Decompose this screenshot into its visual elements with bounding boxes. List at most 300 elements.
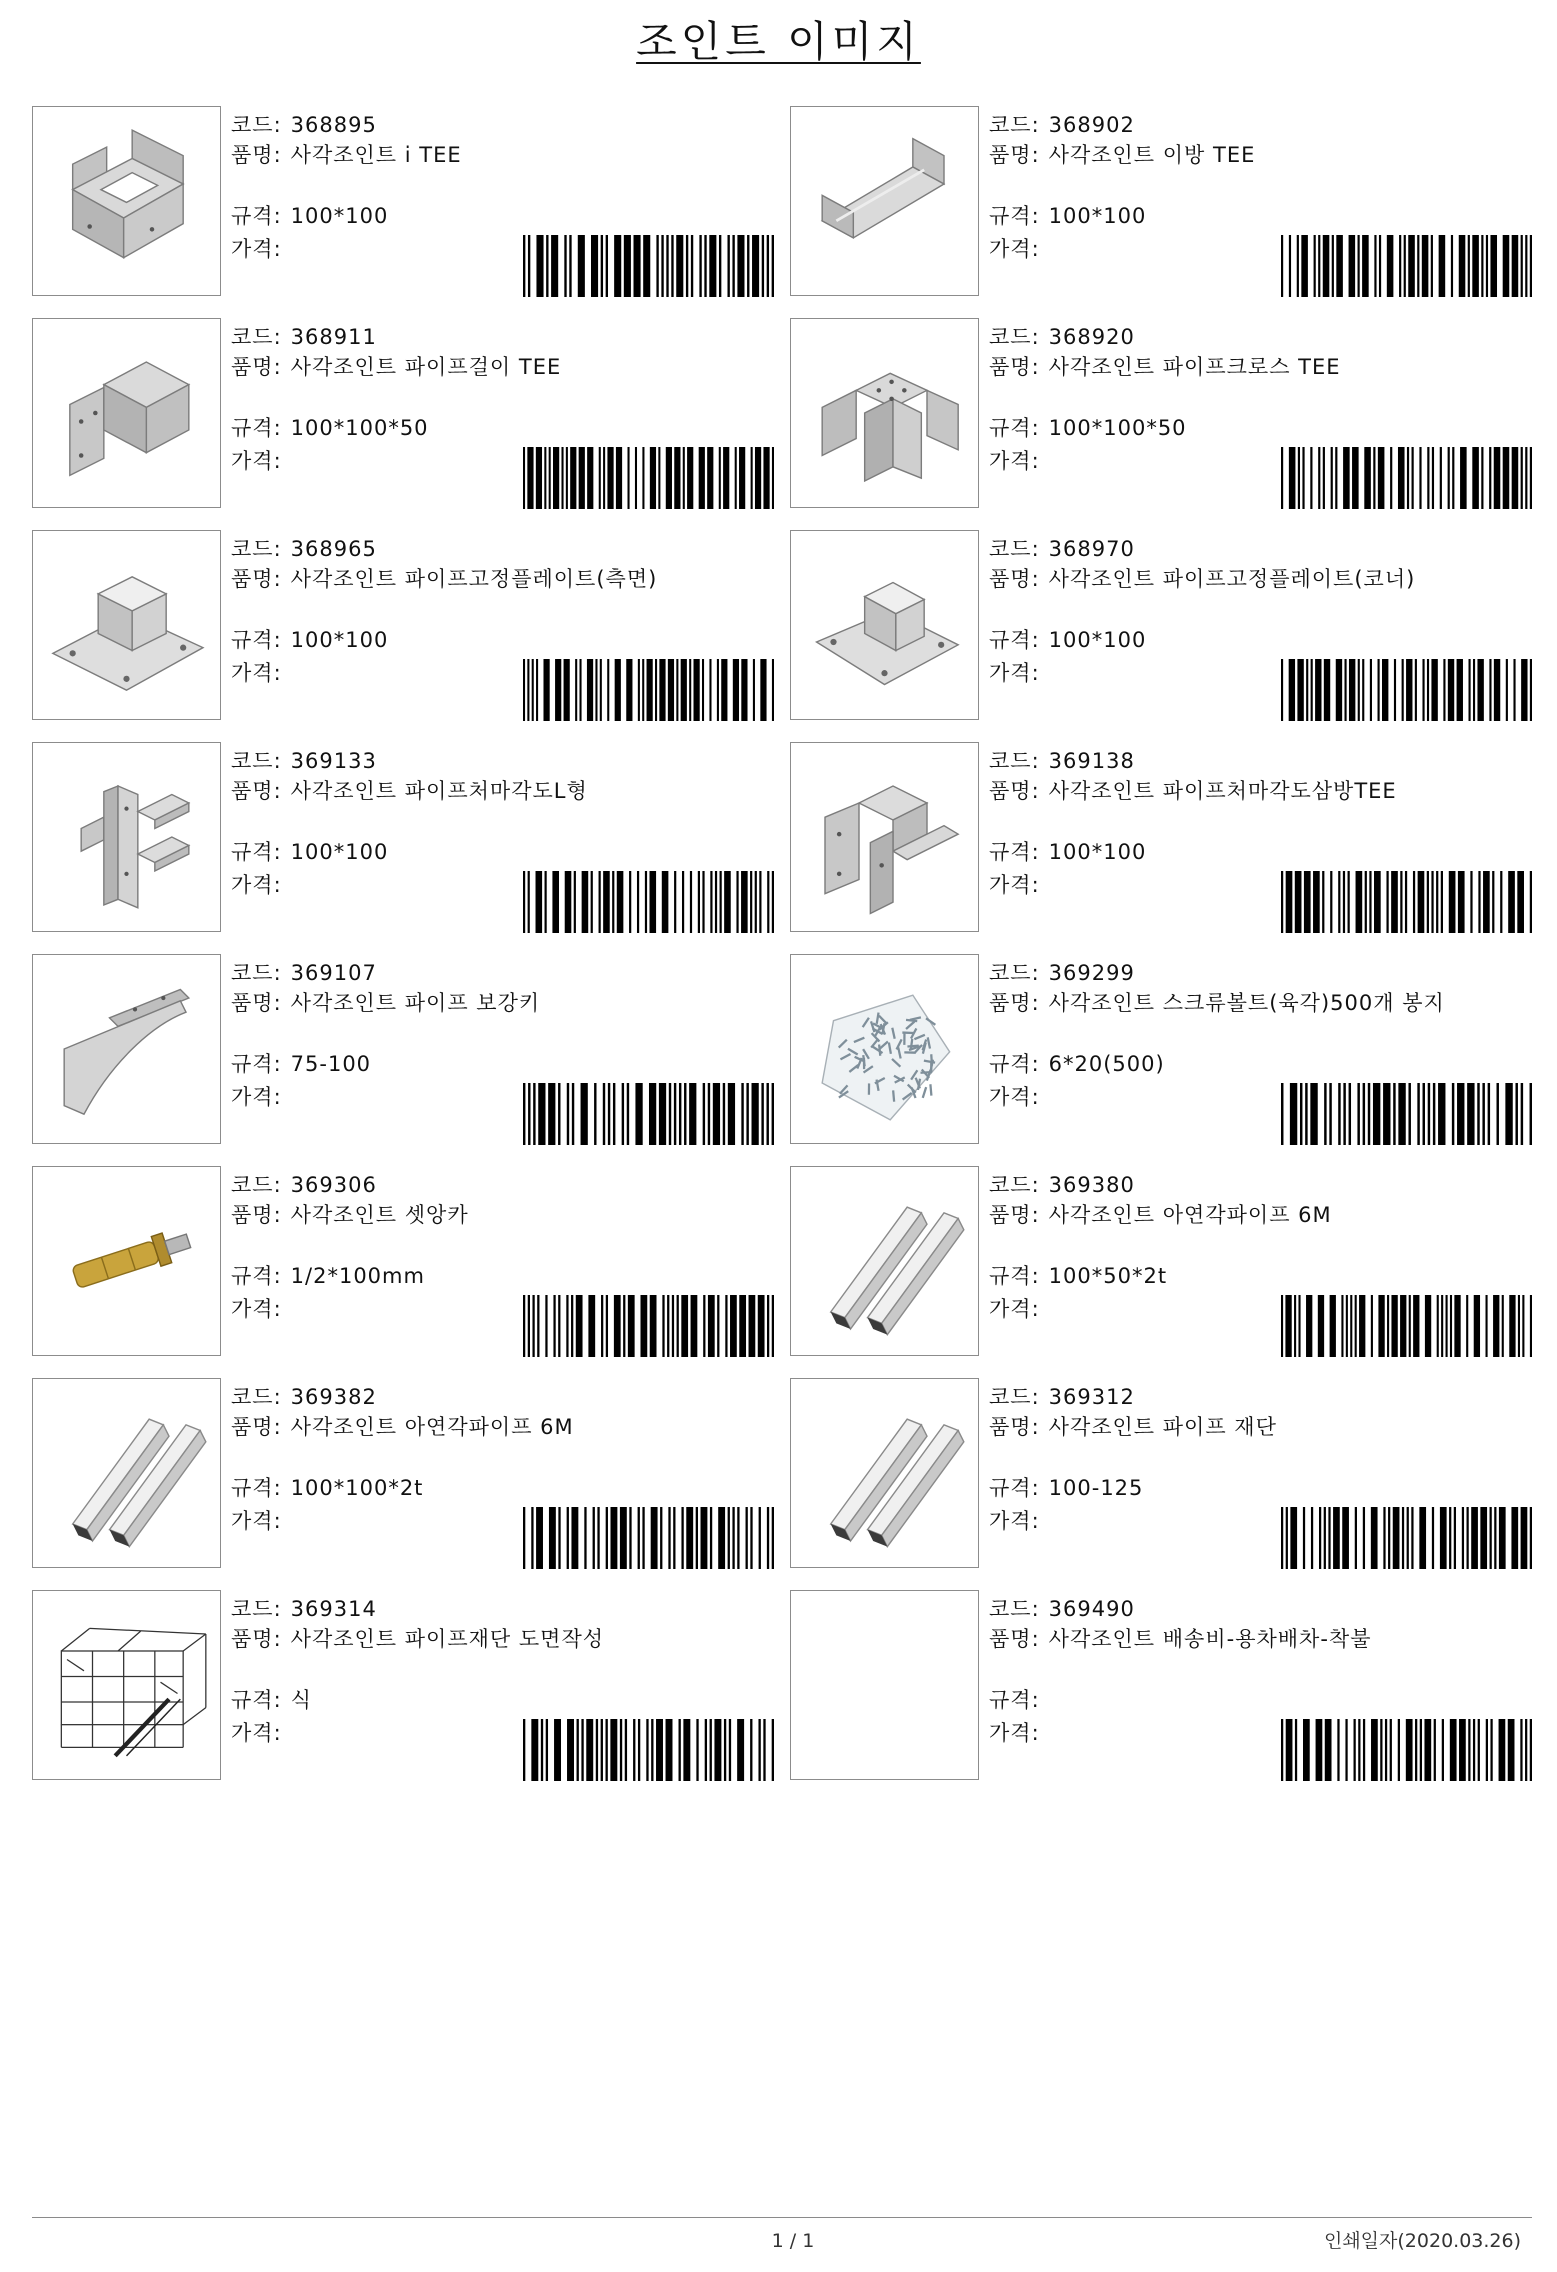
barcode-bar	[666, 235, 668, 297]
code-label: 코드:	[989, 1385, 1040, 1409]
barcode-bar	[554, 1719, 561, 1781]
barcode-bar	[1385, 1719, 1387, 1781]
barcode-bar	[1457, 1083, 1464, 1145]
name-label: 품명:	[231, 991, 282, 1015]
code-value: 369490	[1048, 1597, 1135, 1621]
barcode-bar	[1289, 659, 1295, 721]
barcode-bar	[723, 1083, 725, 1145]
code-value: 369306	[290, 1173, 377, 1197]
barcode-bar	[1371, 1507, 1378, 1569]
barcode-bar	[1452, 1083, 1454, 1145]
spec-label: 규격:	[231, 628, 282, 652]
barcode-bar	[687, 447, 693, 509]
code-line	[989, 748, 1535, 774]
barcode	[523, 871, 774, 933]
barcode-bar	[1380, 1719, 1382, 1781]
barcode-bar	[724, 871, 731, 933]
barcode-bar	[758, 1719, 760, 1781]
barcode-bar	[691, 235, 693, 297]
barcode-bar	[689, 659, 691, 721]
barcode-bar	[553, 447, 559, 509]
barcode-bar	[1417, 1083, 1419, 1145]
barcode-bar	[1303, 1719, 1310, 1781]
barcode-bar	[552, 871, 559, 933]
page-title: 조인트 이미지	[636, 17, 921, 66]
barcode-bar	[579, 659, 581, 721]
barcode-bar	[1521, 1507, 1528, 1569]
barcode-bar	[1322, 871, 1324, 933]
price-label: 가격:	[989, 1085, 1040, 1109]
barcode-bar	[576, 1295, 583, 1357]
code-value: 368902	[1048, 113, 1135, 137]
barcode-bar	[1364, 447, 1371, 509]
barcode-bar	[1442, 1719, 1444, 1781]
barcode-bar	[1508, 871, 1515, 933]
code-value: 368895	[290, 113, 377, 137]
barcode-bar	[746, 1507, 748, 1569]
barcode-bar	[555, 659, 561, 721]
barcode-bar	[637, 871, 639, 933]
barcode-bar	[1477, 1083, 1479, 1145]
barcode-bar	[1333, 1507, 1340, 1569]
barcode-bar	[620, 1719, 622, 1781]
barcode-bar	[1362, 235, 1369, 297]
name-line	[231, 1626, 777, 1652]
barcode-bar	[772, 447, 774, 509]
barcode-bar	[1511, 1507, 1518, 1569]
barcode-bar	[1458, 871, 1465, 933]
square-pipe-icon	[791, 1167, 978, 1355]
barcode-bar	[662, 871, 669, 933]
barcode-bar	[1419, 1507, 1426, 1569]
spec-label: 규격:	[231, 840, 282, 864]
barcode-bar	[1387, 1295, 1389, 1357]
barcode-bar	[735, 447, 737, 509]
barcode-bar	[1318, 235, 1320, 297]
barcode-bar	[1525, 235, 1527, 297]
product-card	[790, 954, 1535, 1145]
barcode-bar	[1303, 1507, 1305, 1569]
barcode-bar	[667, 1295, 669, 1357]
barcode-bar	[1408, 1083, 1410, 1145]
spec-value: 100*100	[1048, 204, 1147, 228]
barcode-bar	[1411, 1507, 1413, 1569]
barcode-bar	[728, 1507, 730, 1569]
name-label: 품명:	[989, 143, 1040, 167]
barcode	[523, 447, 774, 509]
barcode-bar	[1492, 871, 1494, 933]
product-image	[32, 318, 221, 508]
barcode-bar	[705, 1719, 707, 1781]
barcode-bar	[1530, 871, 1532, 933]
barcode-bar	[1352, 447, 1359, 509]
spec-label: 규격:	[989, 1264, 1040, 1288]
barcode-bar	[536, 1507, 543, 1569]
barcode-bar	[1358, 1719, 1360, 1781]
barcode-bar	[1530, 1083, 1532, 1145]
barcode-bar	[1335, 447, 1337, 509]
barcode-bar	[1324, 1083, 1326, 1145]
code-value: 368911	[290, 325, 377, 349]
l-bracket-icon	[33, 743, 220, 931]
barcode-bar	[772, 1719, 774, 1781]
barcode-bar	[1437, 1295, 1439, 1357]
barcode-bar	[1310, 447, 1312, 509]
barcode-bar	[1509, 1295, 1515, 1357]
barcode-bar	[603, 447, 605, 509]
barcode-bar	[1434, 1719, 1436, 1781]
barcode-bar	[546, 1719, 548, 1781]
barcode-bar	[603, 1083, 605, 1145]
product-image	[32, 1590, 221, 1780]
barcode-bar	[1281, 447, 1283, 509]
spec-label: 규격:	[231, 1052, 282, 1076]
barcode-bar	[545, 871, 547, 933]
spec-label: 규격:	[231, 1688, 282, 1712]
barcode-bar	[760, 659, 766, 721]
spec-label: 규격:	[231, 204, 282, 228]
barcode-bar	[1431, 871, 1433, 933]
barcode-bar	[606, 1507, 608, 1569]
code-value: 369382	[290, 1385, 377, 1409]
barcode-bar	[714, 1719, 721, 1781]
barcode-bar	[1486, 1295, 1488, 1357]
barcode-bar	[1324, 1507, 1326, 1569]
barcode-bar	[1355, 1295, 1357, 1357]
barcode-bar	[1289, 447, 1296, 509]
barcode-bar	[558, 1083, 560, 1145]
barcode-bar	[730, 1295, 737, 1357]
code-label: 코드:	[231, 537, 282, 561]
barcode-bar	[527, 447, 533, 509]
barcode-bar	[565, 871, 572, 933]
barcode-bar	[1329, 1083, 1331, 1145]
price-label: 가격:	[231, 661, 282, 685]
barcode-bar	[1289, 235, 1291, 297]
barcode-bar	[531, 1507, 533, 1569]
barcode-bar	[638, 659, 640, 721]
barcode-bar	[1369, 871, 1371, 933]
barcode-bar	[1390, 447, 1392, 509]
price-label: 가격:	[231, 873, 282, 897]
name-line	[231, 566, 777, 592]
barcode-bar	[1311, 659, 1313, 721]
barcode-bar	[1530, 659, 1532, 721]
barcode-bar	[548, 1083, 555, 1145]
barcode-bar	[1297, 235, 1299, 297]
barcode-bar	[601, 1719, 603, 1781]
barcode-bar	[1316, 1719, 1323, 1781]
spec-label: 규격:	[231, 1476, 282, 1500]
barcode-bar	[1349, 1083, 1351, 1145]
barcode-bar	[761, 1083, 763, 1145]
barcode-bar	[1496, 1083, 1498, 1145]
barcode-bar	[737, 235, 744, 297]
product-card	[32, 742, 777, 933]
barcode-bar	[753, 659, 755, 721]
name-line	[989, 1202, 1535, 1228]
barcode-bar	[1502, 1295, 1504, 1357]
barcode-bar	[551, 235, 558, 297]
barcode-bar	[1427, 659, 1429, 721]
barcode-bar	[536, 235, 543, 297]
barcode-bar	[1368, 1083, 1370, 1145]
barcode-bar	[752, 235, 759, 297]
barcode-bar	[1358, 659, 1360, 721]
barcode-bar	[595, 659, 597, 721]
name-label: 품명:	[989, 991, 1040, 1015]
barcode-bar	[1494, 659, 1500, 721]
barcode-bar	[1315, 659, 1321, 721]
barcode-bar	[710, 1719, 712, 1781]
barcode-bar	[686, 235, 688, 297]
code-label: 코드:	[989, 1173, 1040, 1197]
barcode-bar	[1305, 1083, 1307, 1145]
barcode-bar	[1469, 659, 1471, 721]
barcode-bar	[561, 447, 563, 509]
code-value: 368970	[1048, 537, 1135, 561]
barcode-bar	[1323, 235, 1330, 297]
barcode-bar	[579, 447, 585, 509]
barcode-bar	[1478, 1719, 1480, 1781]
barcode-bar	[1371, 1295, 1373, 1357]
barcode-bar	[1345, 1719, 1347, 1781]
barcode-bar	[1417, 235, 1419, 297]
barcode-bar	[694, 659, 700, 721]
name-value: 사각조인트 파이프재단 도면작성	[290, 1627, 605, 1651]
barcode-bar	[537, 1295, 539, 1357]
barcode-bar	[600, 659, 602, 721]
barcode-bar	[1481, 235, 1483, 297]
barcode-bar	[704, 235, 706, 297]
barcode-bar	[656, 1719, 663, 1781]
barcode-bar	[546, 235, 548, 297]
product-image	[32, 1166, 221, 1356]
barcode-bar	[1520, 1719, 1522, 1781]
name-label: 품명:	[989, 1627, 1040, 1651]
barcode-bar	[1323, 447, 1325, 509]
barcode-bar	[1406, 659, 1412, 721]
barcode-bar	[666, 447, 672, 509]
name-line	[989, 566, 1535, 592]
barcode-bar	[1468, 235, 1470, 297]
barcode-bar	[696, 1719, 698, 1781]
spec-line	[989, 203, 1535, 229]
code-line	[231, 324, 777, 350]
barcode-bar	[1521, 1083, 1523, 1145]
barcode-bar	[1450, 1719, 1457, 1781]
barcode-bar	[1290, 1507, 1297, 1569]
barcode-bar	[528, 1295, 530, 1357]
print-date: 인쇄일자(2020.03.26)	[1323, 2230, 1521, 2252]
barcode-bar	[549, 1507, 556, 1569]
barcode-bar	[759, 1507, 761, 1569]
barcode-bar	[572, 1083, 574, 1145]
price-label: 가격:	[989, 449, 1040, 473]
barcode-bar	[681, 659, 687, 721]
code-line	[231, 1596, 777, 1622]
barcode-bar	[763, 447, 769, 509]
barcode-bar	[1336, 659, 1342, 721]
barcode-bar	[1490, 235, 1497, 297]
barcode-bar	[1493, 1295, 1499, 1357]
barcode-bar	[1499, 1719, 1506, 1781]
barcode-bar	[746, 1083, 748, 1145]
barcode-bar	[649, 1083, 656, 1145]
barcode-bar	[1281, 871, 1283, 933]
barcode-bar	[1373, 447, 1375, 509]
barcode-bar	[1428, 1083, 1430, 1145]
barcode-bar	[1348, 871, 1350, 933]
three-way-bracket-icon	[791, 743, 978, 931]
barcode-bar	[684, 1083, 686, 1145]
name-line	[989, 1414, 1535, 1440]
barcode-bar	[1433, 1083, 1435, 1145]
barcode-bar	[1281, 1507, 1283, 1569]
barcode-bar	[538, 1083, 545, 1145]
name-value: 사각조인트 셋앙카	[290, 1203, 469, 1227]
name-line	[231, 990, 777, 1016]
barcode-bar	[1314, 235, 1316, 297]
barcode-bar	[1383, 1507, 1385, 1569]
barcode-bar	[1466, 1295, 1468, 1357]
spec-line	[231, 1687, 777, 1713]
barcode-bar	[1290, 1083, 1297, 1145]
product-card	[790, 742, 1535, 933]
barcode-bar	[1331, 447, 1333, 509]
spec-line	[231, 1051, 777, 1077]
code-label: 코드:	[231, 1597, 282, 1621]
barcode-bar	[607, 447, 613, 509]
barcode-bar	[1413, 871, 1415, 933]
barcode-bar	[1460, 447, 1467, 509]
barcode-bar	[581, 1083, 588, 1145]
spec-value	[1049, 1687, 1535, 1713]
barcode-bar	[1468, 1719, 1470, 1781]
barcode-bar	[553, 1295, 555, 1357]
barcode-bar	[523, 1083, 525, 1145]
product-image	[32, 954, 221, 1144]
barcode-bar	[674, 447, 680, 509]
barcode-bar	[767, 1295, 769, 1357]
barcode-bar	[1343, 447, 1350, 509]
barcode-bar	[569, 235, 571, 297]
product-image	[32, 1378, 221, 1568]
barcode-bar	[702, 871, 704, 933]
spec-line	[989, 839, 1535, 865]
barcode-bar	[772, 1295, 774, 1357]
name-line	[231, 778, 777, 804]
barcode-bar	[606, 1295, 608, 1357]
barcode-bar	[1281, 659, 1283, 721]
barcode-bar	[607, 659, 609, 721]
product-card	[790, 530, 1535, 721]
barcode-bar	[679, 1719, 681, 1781]
barcode-bar	[549, 447, 551, 509]
name-label: 품명:	[989, 1203, 1040, 1227]
spec-line	[989, 1263, 1535, 1289]
barcode-bar	[541, 1719, 543, 1781]
barcode-bar	[566, 447, 568, 509]
price-label: 가격:	[231, 1085, 282, 1109]
barcode-bar	[681, 1295, 688, 1357]
barcode-bar	[622, 1083, 624, 1145]
barcode-bar	[1517, 871, 1524, 933]
code-label: 코드:	[231, 113, 282, 137]
spec-label: 규격:	[989, 1476, 1040, 1500]
code-line	[989, 1384, 1535, 1410]
barcode-bar	[1286, 871, 1293, 933]
barcode-bar	[1306, 1295, 1312, 1357]
barcode-bar	[1318, 1295, 1324, 1357]
barcode-bar	[733, 659, 739, 721]
barcode-bar	[676, 659, 678, 721]
barcode-bar	[1319, 1507, 1321, 1569]
barcode-bar	[571, 1507, 578, 1569]
spec-value: 6*20(500)	[1048, 1052, 1165, 1076]
barcode-bar	[1371, 1719, 1378, 1781]
channel-icon	[791, 107, 978, 295]
barcode-bar	[1374, 871, 1381, 933]
name-label: 품명:	[231, 779, 282, 803]
name-value: 사각조인트 파이프 재단	[1048, 1415, 1277, 1439]
barcode-bar	[758, 1295, 765, 1357]
price-label: 가격:	[989, 873, 1040, 897]
barcode-bar	[681, 1507, 683, 1569]
barcode-bar	[578, 235, 585, 297]
barcode-bar	[659, 659, 665, 721]
barcode-bar	[772, 871, 774, 933]
spec-line	[231, 203, 777, 229]
barcode-bar	[638, 1719, 640, 1781]
screw-bag-icon	[791, 955, 978, 1143]
barcode-bar	[772, 235, 774, 297]
barcode-bar	[736, 871, 738, 933]
barcode-bar	[523, 235, 525, 297]
barcode-bar	[1521, 235, 1523, 297]
barcode-bar	[1343, 1083, 1345, 1145]
product-card	[790, 1590, 1535, 1781]
barcode-bar	[674, 871, 676, 933]
barcode-bar	[1359, 1295, 1365, 1357]
code-value: 369299	[1048, 961, 1135, 985]
barcode-bar	[1500, 871, 1502, 933]
barcode-bar	[1473, 659, 1475, 721]
barcode-bar	[739, 1295, 746, 1357]
barcode-bar	[750, 1507, 752, 1569]
barcode-bar	[532, 659, 534, 721]
barcode-bar	[627, 1083, 629, 1145]
barcode-bar	[1513, 659, 1515, 721]
name-label: 품명:	[231, 1627, 282, 1651]
barcode-bar	[1412, 447, 1414, 509]
barcode-bar	[1294, 1295, 1296, 1357]
code-label: 코드:	[989, 1597, 1040, 1621]
code-line	[989, 112, 1535, 138]
barcode-bar	[1483, 871, 1490, 933]
barcode-bar	[749, 1295, 756, 1357]
barcode-bar	[1365, 871, 1367, 933]
code-value: 369380	[1048, 1173, 1135, 1197]
barcode-bar	[1398, 1083, 1405, 1145]
spec-label: 규격:	[989, 204, 1040, 228]
code-line	[231, 112, 777, 138]
barcode-bar	[1478, 871, 1480, 933]
barcode-bar	[672, 1295, 674, 1357]
barcode-bar	[612, 871, 614, 933]
barcode-bar	[1530, 235, 1532, 297]
barcode-bar	[709, 659, 711, 721]
